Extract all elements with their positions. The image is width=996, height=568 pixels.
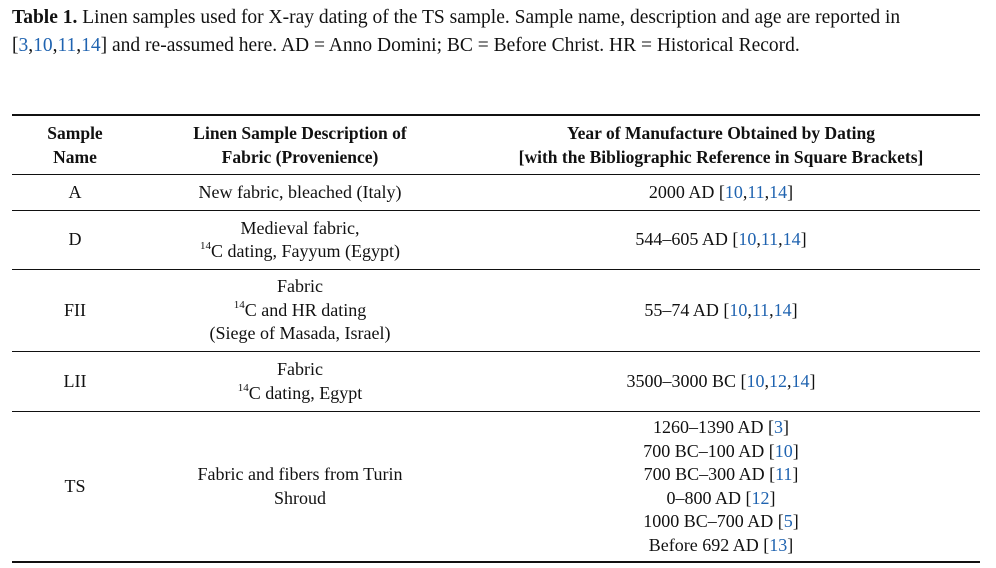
year-cell — [462, 412, 980, 563]
description-line: New fabric, bleached (Italy) — [198, 181, 402, 202]
reference-link[interactable]: 11 — [775, 464, 793, 484]
reference-link[interactable]: 11 — [751, 299, 770, 320]
reference-link[interactable]: 10 — [729, 299, 748, 320]
year-line: 3500–3000 BC [10,12,14] — [626, 370, 816, 391]
description-cell — [138, 175, 462, 211]
year-line: 700 BC–300 AD [11] — [643, 464, 799, 484]
description-line: $^{14}$C dating, Egypt — [237, 381, 363, 403]
reference-link[interactable]: 10 — [774, 440, 793, 461]
year-cell — [462, 175, 980, 211]
reference-link[interactable]: 10 — [738, 229, 757, 250]
samples-table-container — [12, 114, 980, 563]
year-cell — [462, 352, 980, 412]
year-line: 2000 AD [10,11,14] — [648, 181, 794, 202]
reference-link[interactable]: 5 — [783, 511, 793, 531]
reference-link[interactable]: 14 — [769, 181, 788, 202]
caption-text-1: Linen samples used for X-ray dating of the TS sample. Sample name, description and age are reported in [ — [12, 7, 901, 56]
reference-link[interactable]: 12 — [751, 487, 770, 508]
caption-ref-link[interactable]: 3 — [18, 35, 29, 56]
header-year: Year of Manufacture Obtained by Dating [with the Bibliographic Reference in Square Brackets] — [518, 123, 924, 167]
year-cell — [462, 270, 980, 352]
reference-link[interactable]: 11 — [747, 181, 765, 202]
reference-link[interactable]: 14 — [791, 370, 810, 391]
year-line: 544–605 AD [10,11,14] — [635, 229, 807, 250]
table-caption: Table 1. Linen samples used for X-ray dating of the TS sample. Sample name, description and age are reported in [3,10,11,14] and re-assumed here. AD = Anno Domini; BC = Before Christ. HR = Historical Record. — [12, 7, 901, 56]
reference-link[interactable]: 14 — [773, 299, 792, 320]
description-line: $^{14}$C dating, Fayyum (Egypt) — [200, 240, 400, 261]
caption-label: Table 1. — [12, 7, 78, 28]
year-line: 55–74 AD [10,11,14] — [644, 299, 798, 320]
year-cell — [462, 211, 980, 270]
description-line: Shroud — [273, 487, 326, 508]
reference-link[interactable]: 14 — [782, 229, 801, 250]
reference-link[interactable]: 10 — [746, 370, 765, 391]
table-row — [12, 412, 980, 563]
table-row — [12, 211, 980, 270]
description-line: Medieval fabric, — [240, 217, 360, 238]
caption-ref-link[interactable]: 11 — [57, 35, 77, 56]
sample-name-cell: A — [68, 181, 82, 202]
caption-text-2: ] and re-assumed here. AD = Anno Domini; BC = Before Christ. HR = Historical Record. — [100, 35, 800, 56]
year-line: Before 692 AD [13] — [648, 534, 794, 555]
description-cell — [138, 211, 462, 270]
table-row — [12, 270, 980, 352]
year-line: 1260–1390 AD [3] — [653, 417, 789, 437]
reference-link[interactable]: 10 — [724, 181, 743, 202]
description-line: Fabric and fibers from Turin — [197, 464, 403, 484]
isotope-superscript: 14 — [200, 240, 211, 252]
reference-link[interactable]: 13 — [769, 534, 788, 555]
header-sample-name: Sample Name — [47, 123, 103, 167]
isotope-superscript: 14 — [233, 298, 245, 311]
table-row — [12, 352, 980, 412]
description-cell — [138, 412, 462, 563]
caption-ref-link[interactable]: 10 — [33, 35, 53, 56]
caption-ref-link[interactable]: 14 — [81, 35, 101, 56]
description-line: Fabric — [277, 276, 323, 297]
table-body — [12, 175, 980, 563]
sample-name-cell: LII — [63, 370, 87, 391]
year-line: 1000 BC–700 AD [5] — [643, 511, 799, 531]
year-line: 700 BC–100 AD [10] — [643, 440, 799, 461]
year-line: 0–800 AD [12] — [666, 487, 776, 508]
description-line: $^{14}$C and HR dating — [233, 298, 367, 320]
sample-name-cell: TS — [64, 475, 86, 496]
reference-link[interactable]: 11 — [760, 229, 779, 250]
sample-name-cell: FII — [64, 299, 86, 320]
description-line: (Siege of Masada, Israel) — [209, 323, 391, 344]
description-cell — [138, 270, 462, 352]
samples-table — [12, 114, 980, 563]
header-description: Linen Sample Description of Fabric (Provenience) — [193, 123, 407, 167]
table-header-row — [12, 115, 980, 175]
reference-link[interactable]: 3 — [774, 417, 783, 437]
table-row — [12, 175, 980, 211]
isotope-superscript: 14 — [237, 381, 249, 394]
reference-link[interactable]: 12 — [769, 370, 787, 391]
sample-name-cell: D — [68, 229, 82, 250]
description-line: Fabric — [277, 359, 323, 379]
description-cell — [138, 352, 462, 412]
